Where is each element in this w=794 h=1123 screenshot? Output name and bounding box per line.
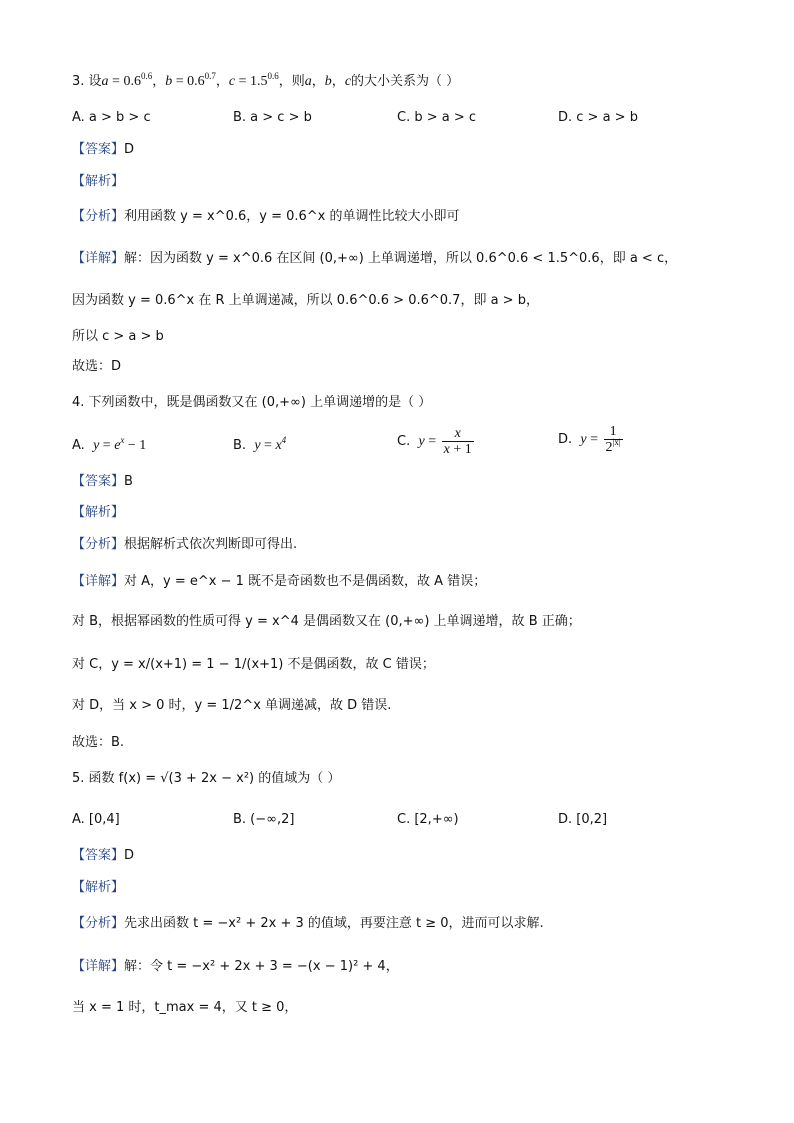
q3-option-d[interactable]: D. c > a > b <box>558 110 638 125</box>
q3-answer: 【答案】D <box>72 142 135 157</box>
q4-option-a[interactable]: A. $y = e^x - 1$ <box>72 435 147 453</box>
q3-stem: 3. 设$a = 0.6^{0.6}$，$b = 0.6^{0.7}$，$c = 1.5^{0.6}$，则a，b，c的大小关系为（ ） <box>72 71 460 89</box>
q4-detail-b: 对 B，根据幂函数的性质可得 y = x^4 是偶函数又在 (0,+∞) 上单调递增，故 B 正确； <box>72 614 581 629</box>
q3-choose: 故选：D <box>72 359 122 374</box>
q5-detail-line1: 【详解】解：令 t = −x² + 2x + 3 = −(x − 1)² + 4， <box>72 959 399 974</box>
q5-answer: 【答案】D <box>72 848 135 863</box>
q4-detail-d: 对 D，当 x > 0 时，y = 1/2^x 单调递减，故 D 错误. <box>72 698 392 713</box>
q5-option-c[interactable]: C. [2,+∞) <box>397 812 459 827</box>
q5-fenxi: 【分析】先求出函数 t = −x² + 2x + 3 的值域，再要注意 t ≥ 0，进而可以求解. <box>72 916 544 931</box>
q4-detail-c: 对 C，y = x/(x+1) = 1 − 1/(x+1) 不是偶函数，故 C 错误； <box>72 657 435 672</box>
q3-detail-line2: 因为函数 y = 0.6^x 在 R 上单调递减，所以 0.6^0.6 > 0.6^0.7，即 a > b， <box>72 293 539 308</box>
q5-detail-line2: 当 x = 1 时，t_max = 4，又 t ≥ 0， <box>72 1000 298 1015</box>
q3-option-c[interactable]: C. b > a > c <box>397 110 477 125</box>
q3-fenxi: 【分析】利用函数 y = x^0.6，y = 0.6^x 的单调性比较大小即可 <box>72 209 460 224</box>
q3-option-a[interactable]: A. a > b > c <box>72 110 151 125</box>
q4-option-c[interactable]: C. y = $\frac{x}{x + 1}$ <box>397 426 472 457</box>
q3-analysis-label: 【解析】 <box>72 174 125 189</box>
q5-analysis-label: 【解析】 <box>72 880 125 895</box>
q5-stem: 5. 函数 f(x) = √(3 + 2x − x²) 的值域为（ ） <box>72 771 341 786</box>
q4-answer: 【答案】B <box>72 474 133 489</box>
q4-option-d[interactable]: D. y = $\frac{1}{2^{|x|}}$ <box>558 424 621 455</box>
q4-fenxi: 【分析】根据解析式依次判断即可得出. <box>72 537 298 552</box>
q3-detail-line1: 【详解】解：因为函数 y = x^0.6 在区间 (0,+∞) 上单调递增，所以 0.6^0.6 < 1.5^0.6，即 a < c， <box>72 251 678 266</box>
q4-option-b[interactable]: B. $y = x^4$ <box>233 435 287 453</box>
q4-stem: 4. 下列函数中，既是偶函数又在 (0,+∞) 上单调递增的是（ ） <box>72 395 432 410</box>
q4-choose: 故选：B. <box>72 735 125 750</box>
q5-option-b[interactable]: B. (−∞,2] <box>233 812 295 827</box>
q5-option-a[interactable]: A. [0,4] <box>72 812 120 827</box>
q5-option-d[interactable]: D. [0,2] <box>558 812 608 827</box>
q3-option-b[interactable]: B. a > c > b <box>233 110 312 125</box>
q4-detail-a: 【详解】对 A，y = e^x − 1 既不是奇函数也不是偶函数，故 A 错误； <box>72 574 487 589</box>
q3-detail-line3: 所以 c > a > b <box>72 329 164 344</box>
q4-analysis-label: 【解析】 <box>72 505 125 520</box>
